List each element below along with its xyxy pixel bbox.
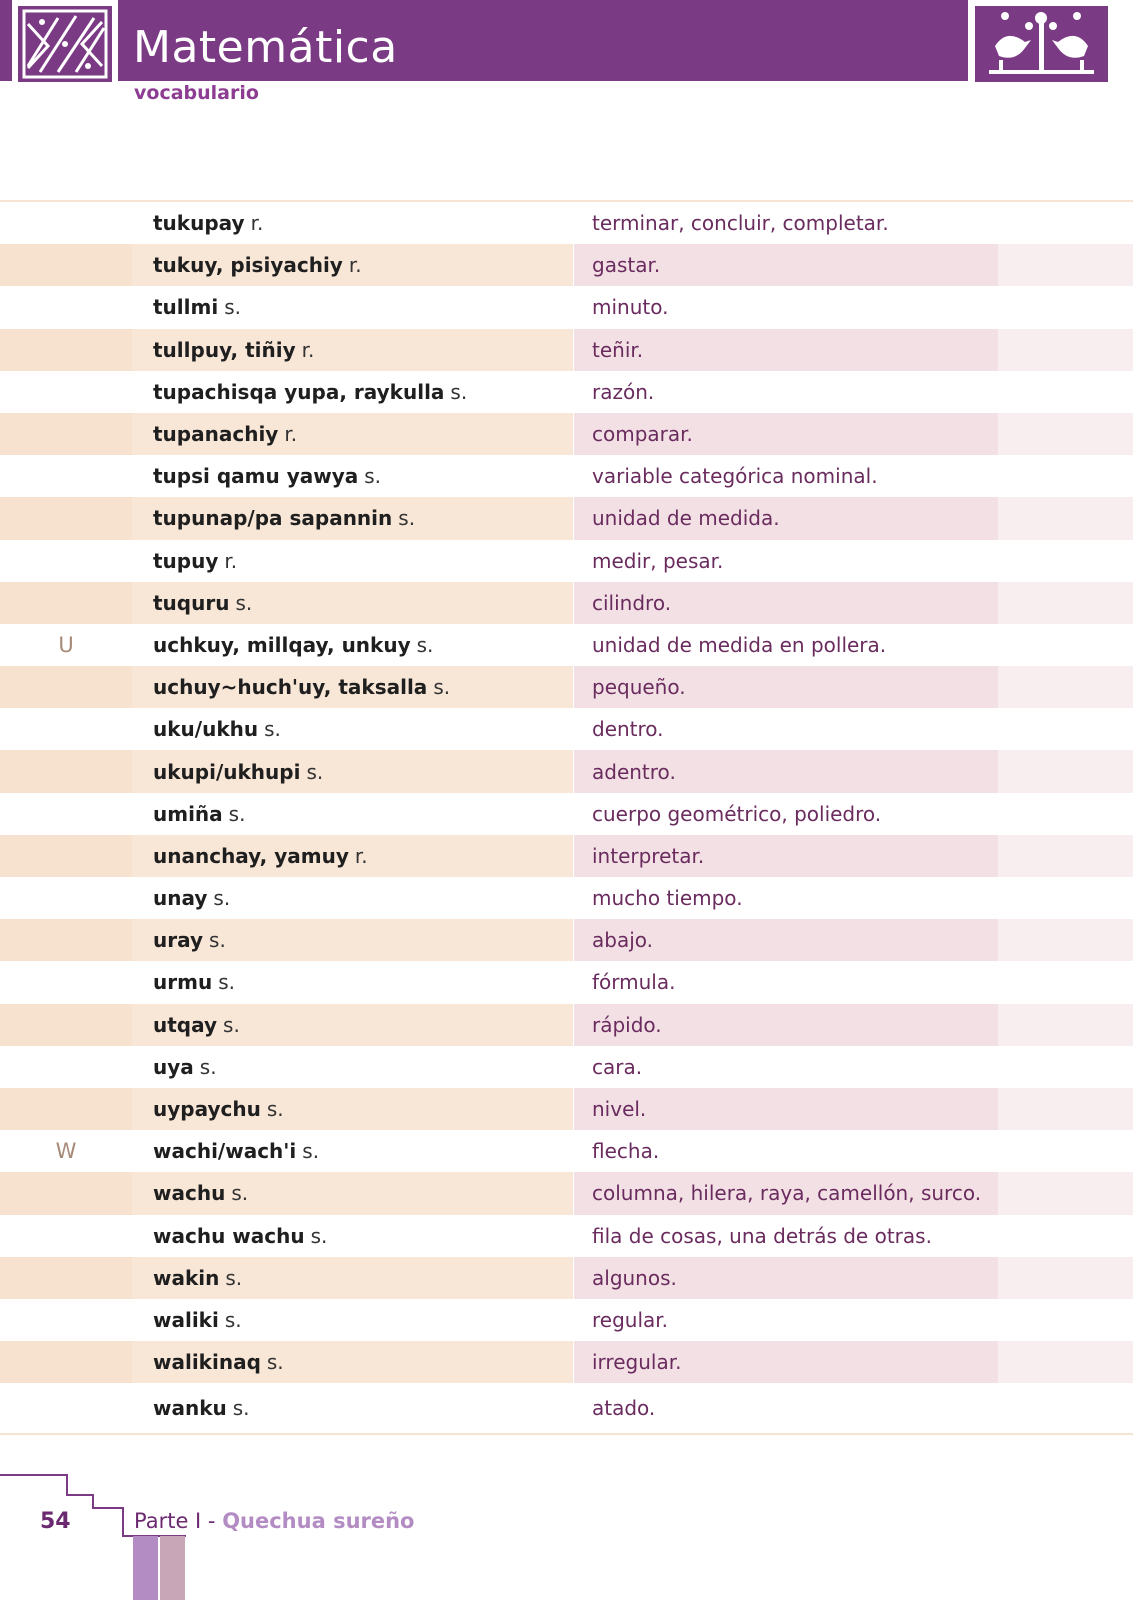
footer-decor-bar (133, 1536, 158, 1600)
spanish-definition: pequeño. (592, 675, 686, 700)
quechua-term (153, 708, 281, 750)
quechua-term (153, 540, 237, 582)
part-of-speech: s. (310, 1223, 328, 1248)
part-of-speech: r. (284, 422, 298, 447)
part-of-speech: s. (264, 717, 281, 742)
footer-step-line (92, 1494, 94, 1508)
vocab-row (0, 1088, 1133, 1130)
section-letter (0, 1046, 132, 1088)
term-word: wakin (153, 1265, 220, 1290)
quechua-term (153, 329, 314, 371)
section-letter (0, 202, 132, 244)
section-letter (0, 1383, 132, 1433)
term-word: ukupi/ukhupi (153, 759, 301, 784)
quechua-term (153, 371, 467, 413)
vocab-row (0, 497, 1133, 539)
margin-cell (998, 1046, 1133, 1088)
vocab-row (0, 1341, 1133, 1383)
vocab-row (0, 1130, 1133, 1172)
vocab-row (0, 1215, 1133, 1257)
vocab-row (0, 877, 1133, 919)
section-letter (0, 455, 132, 497)
footer-part: Parte I - (134, 1509, 223, 1533)
spanish-definition: flecha. (592, 1139, 660, 1164)
quechua-term (153, 1172, 248, 1214)
quechua-term (153, 1257, 242, 1299)
part-of-speech: s. (433, 675, 451, 700)
term-word: tuquru (153, 590, 230, 615)
section-letter (0, 497, 132, 539)
page-title: Matemática (133, 22, 398, 73)
footer-part-label (134, 1509, 415, 1533)
part-of-speech: s. (266, 1097, 284, 1122)
birds-tree-icon (975, 6, 1108, 82)
footer-step-line (66, 1474, 68, 1496)
term-word: umiña (153, 801, 223, 826)
footer-step-line (92, 1507, 124, 1509)
section-letter (0, 750, 132, 792)
quechua-term (153, 793, 245, 835)
section-letter (0, 877, 132, 919)
part-of-speech: s. (306, 759, 324, 784)
vocab-row (0, 540, 1133, 582)
section-letter (0, 919, 132, 961)
part-of-speech: r. (224, 548, 238, 573)
term-word: tupsi qamu yawya (153, 464, 359, 489)
spanish-definition: cilindro. (592, 590, 672, 615)
section-letter (0, 961, 132, 1003)
term-word: tullmi (153, 295, 219, 320)
section-letter (0, 1215, 132, 1257)
vocab-row (0, 919, 1133, 961)
part-of-speech: s. (416, 632, 434, 657)
part-of-speech: s. (213, 886, 231, 911)
part-of-speech: r. (354, 843, 368, 868)
margin-cell (998, 244, 1133, 286)
quechua-term (153, 1215, 327, 1257)
spanish-definition: regular. (592, 1307, 669, 1332)
term-word: utqay (153, 1012, 218, 1037)
vocab-row (0, 582, 1133, 624)
quechua-term (153, 750, 323, 792)
quechua-term (153, 1341, 284, 1383)
spanish-definition: rápido. (592, 1012, 662, 1037)
part-of-speech: r. (348, 253, 362, 278)
term-word: wachu wachu (153, 1223, 305, 1248)
spanish-definition: algunos. (592, 1265, 677, 1290)
term-word: uchkuy, millqay, unkuy (153, 632, 411, 657)
part-of-speech: s. (232, 1396, 250, 1421)
vocabulary-table (0, 202, 1133, 1433)
quechua-term (153, 582, 252, 624)
quechua-term (153, 624, 433, 666)
quechua-term (153, 961, 235, 1003)
spanish-definition: razón. (592, 379, 655, 404)
spanish-definition: cara. (592, 1054, 643, 1079)
part-of-speech: s. (231, 1181, 249, 1206)
spanish-definition: adentro. (592, 759, 676, 784)
vocab-row (0, 1004, 1133, 1046)
section-letter (0, 371, 132, 413)
margin-cell (998, 793, 1133, 835)
footer-language: Quechua sureño (222, 1509, 415, 1533)
vocab-row (0, 708, 1133, 750)
vocab-row (0, 1299, 1133, 1341)
section-letter: U (58, 632, 74, 657)
section-letter (0, 1299, 132, 1341)
section-letter (0, 582, 132, 624)
part-of-speech: s. (199, 1054, 217, 1079)
term-word: uray (153, 928, 204, 953)
vocab-row (0, 244, 1133, 286)
term-word: uchuy~huch'uy, taksalla (153, 675, 428, 700)
footer-decor-bar (160, 1536, 185, 1600)
vocab-row (0, 624, 1133, 666)
vocab-row (0, 329, 1133, 371)
quechua-term (153, 413, 297, 455)
part-of-speech: s. (224, 1307, 242, 1332)
margin-cell (998, 708, 1133, 750)
header-right-logo (968, 0, 1133, 84)
vocab-row (0, 202, 1133, 244)
section-letter (0, 793, 132, 835)
term-word: wachi/wach'i (153, 1139, 297, 1164)
term-word: tupachisqa yupa, raykulla (153, 379, 445, 404)
spanish-definition: medir, pesar. (592, 548, 724, 573)
vocab-row (0, 1046, 1133, 1088)
woven-pattern-icon (18, 6, 112, 82)
quechua-term (153, 244, 362, 286)
table-bottom-rule (0, 1433, 1133, 1435)
quechua-term (153, 497, 415, 539)
part-of-speech: r. (250, 211, 264, 236)
vocab-row (0, 286, 1133, 328)
part-of-speech: s. (218, 970, 235, 995)
spanish-definition: gastar. (592, 253, 661, 278)
spanish-definition: mucho tiempo. (592, 886, 743, 911)
quechua-term (153, 455, 381, 497)
vocab-row (0, 455, 1133, 497)
quechua-term (153, 1130, 319, 1172)
vocab-row (0, 1172, 1133, 1214)
term-word: wanku (153, 1396, 227, 1421)
section-letter (0, 286, 132, 328)
term-word: wachu (153, 1181, 226, 1206)
part-of-speech: s. (266, 1350, 284, 1375)
term-word: walikinaq (153, 1350, 261, 1375)
quechua-term (153, 666, 450, 708)
margin-cell (998, 455, 1133, 497)
spanish-definition: irregular. (592, 1350, 682, 1375)
quechua-term (153, 877, 230, 919)
term-word: tullpuy, tiñiy (153, 337, 296, 362)
quechua-term (153, 202, 263, 244)
margin-cell (998, 1130, 1133, 1172)
spanish-definition: comparar. (592, 422, 693, 447)
quechua-term (153, 919, 226, 961)
term-word: tukuy, pisiyachiy (153, 253, 343, 278)
section-letter (0, 1172, 132, 1214)
vocab-row (0, 666, 1133, 708)
spanish-definition: variable categórica nominal. (592, 464, 878, 489)
part-of-speech: s. (223, 1012, 240, 1037)
margin-cell (998, 666, 1133, 708)
margin-cell (998, 1215, 1133, 1257)
vocab-row (0, 371, 1133, 413)
term-word: uku/ukhu (153, 717, 259, 742)
quechua-term (153, 286, 241, 328)
margin-cell (998, 624, 1133, 666)
section-letter (0, 708, 132, 750)
part-of-speech: s. (228, 801, 246, 826)
margin-cell (998, 750, 1133, 792)
header-left-logo (12, 0, 118, 84)
vocab-row (0, 1383, 1133, 1433)
footer-step-line (0, 1474, 66, 1476)
part-of-speech: s. (398, 506, 416, 531)
margin-cell (998, 540, 1133, 582)
margin-cell (998, 835, 1133, 877)
page-number: 54 (40, 1509, 71, 1534)
margin-cell (998, 1299, 1133, 1341)
term-word: uypaychu (153, 1097, 261, 1122)
part-of-speech: r. (301, 337, 315, 362)
margin-cell (998, 413, 1133, 455)
term-word: unay (153, 886, 208, 911)
spanish-definition: cuerpo geométrico, poliedro. (592, 801, 882, 826)
quechua-term (153, 1004, 240, 1046)
term-word: urmu (153, 970, 213, 995)
section-letter (0, 413, 132, 455)
spanish-definition: interpretar. (592, 843, 705, 868)
part-of-speech: s. (302, 1139, 320, 1164)
spanish-definition: atado. (592, 1396, 656, 1421)
margin-cell (998, 286, 1133, 328)
vocab-row (0, 413, 1133, 455)
spanish-definition: abajo. (592, 928, 654, 953)
term-word: tupunap/pa sapannin (153, 506, 393, 531)
term-word: tupuy (153, 548, 219, 573)
section-letter (0, 1004, 132, 1046)
margin-cell (998, 877, 1133, 919)
spanish-definition: nivel. (592, 1097, 647, 1122)
vocab-row (0, 835, 1133, 877)
section-letter (0, 1088, 132, 1130)
term-word: tupanachiy (153, 422, 279, 447)
vocab-row (0, 793, 1133, 835)
margin-cell (998, 1088, 1133, 1130)
margin-cell (998, 371, 1133, 413)
spanish-definition: unidad de medida. (592, 506, 780, 531)
margin-cell (998, 582, 1133, 624)
term-word: unanchay, yamuy (153, 843, 349, 868)
section-letter: W (55, 1139, 77, 1164)
section-letter (0, 666, 132, 708)
margin-cell (998, 961, 1133, 1003)
margin-cell (998, 919, 1133, 961)
margin-cell (998, 1004, 1133, 1046)
section-subtitle: vocabulario (134, 82, 259, 104)
spanish-definition: fórmula. (592, 970, 676, 995)
margin-cell (998, 1257, 1133, 1299)
section-letter (0, 244, 132, 286)
quechua-term (153, 1383, 250, 1433)
margin-cell (998, 1172, 1133, 1214)
term-word: tukupay (153, 211, 245, 236)
quechua-term (153, 1299, 242, 1341)
part-of-speech: s. (364, 464, 382, 489)
quechua-term (153, 1088, 284, 1130)
spanish-definition: dentro. (592, 717, 664, 742)
footer-step-line (122, 1507, 124, 1537)
section-letter (0, 540, 132, 582)
footer-step-line (66, 1494, 94, 1496)
term-word: uya (153, 1054, 194, 1079)
margin-cell (998, 202, 1133, 244)
spanish-definition: columna, hilera, raya, camellón, surco. (592, 1181, 982, 1206)
part-of-speech: s. (225, 1265, 243, 1290)
spanish-definition: minuto. (592, 295, 669, 320)
margin-cell (998, 497, 1133, 539)
spanish-definition: terminar, concluir, completar. (592, 211, 889, 236)
term-word: waliki (153, 1307, 219, 1332)
quechua-term (153, 1046, 217, 1088)
margin-cell (998, 1383, 1133, 1433)
part-of-speech: s. (450, 379, 468, 404)
section-letter (0, 329, 132, 371)
section-letter (0, 1257, 132, 1299)
spanish-definition: teñir. (592, 337, 644, 362)
section-letter (0, 1341, 132, 1383)
spanish-definition: unidad de medida en pollera. (592, 632, 887, 657)
part-of-speech: s. (235, 590, 253, 615)
vocab-row (0, 961, 1133, 1003)
margin-cell (998, 1341, 1133, 1383)
section-letter (0, 835, 132, 877)
margin-cell (998, 329, 1133, 371)
vocab-row (0, 750, 1133, 792)
vocab-row (0, 1257, 1133, 1299)
spanish-definition: fila de cosas, una detrás de otras. (592, 1223, 932, 1248)
quechua-term (153, 835, 368, 877)
part-of-speech: s. (224, 295, 241, 320)
part-of-speech: s. (209, 928, 226, 953)
